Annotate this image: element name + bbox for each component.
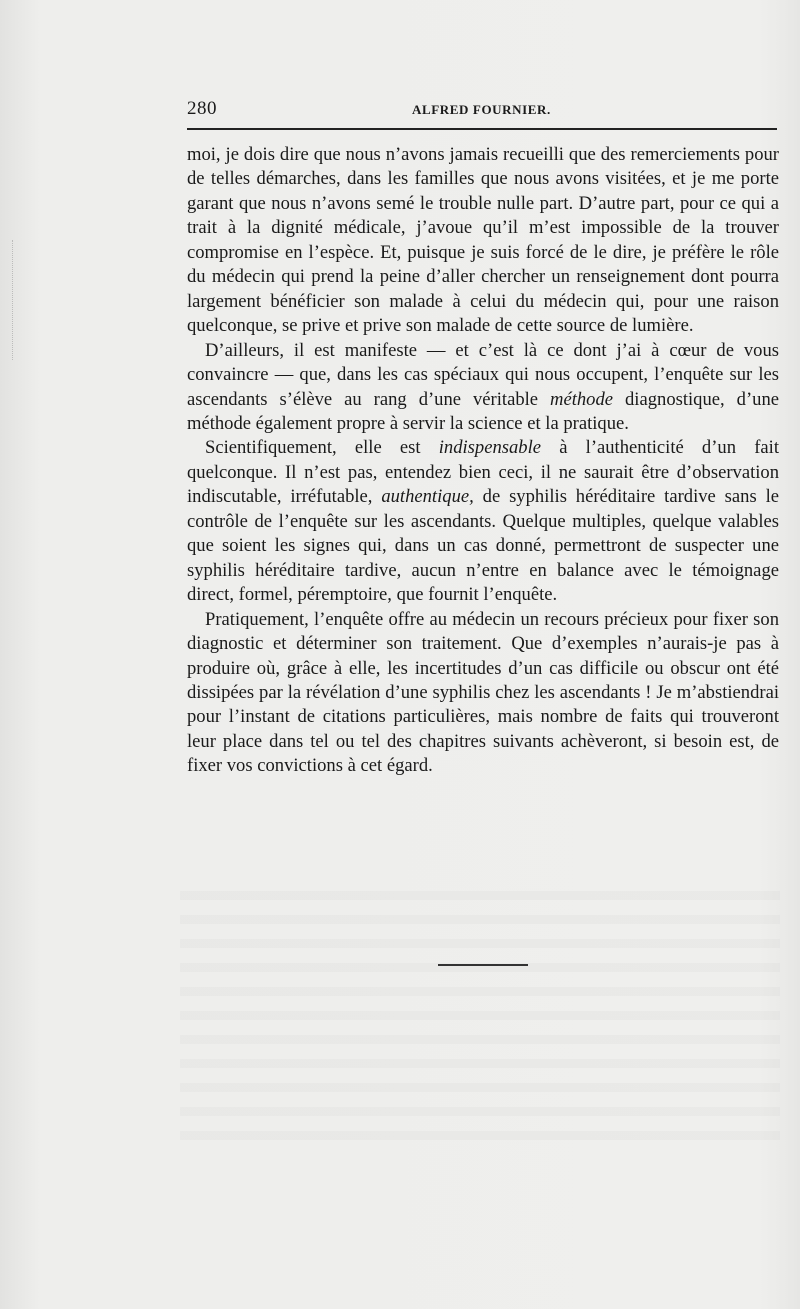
text-run: de syphilis héréditaire tardive sans le contrôle de l’enquête sur les ascendants. Quelque multiples, quelque valables que soient les signes qui, dans un cas donné, permettront de suspecter une syphilis héréditaire tardive, aucun n’entre en balance avec le témoignage direct, formel, péremptoire, que fournit l’enquête.: [187, 486, 779, 606]
bleed-through-shadow: [180, 880, 780, 1140]
paragraph-3: [187, 436, 779, 607]
running-title: ALFRED FOURNIER.: [412, 102, 551, 117]
text-run: moi, je dois dire que nous n’avons jamais recueilli que des remerciements pour de telles démarches, dans les familles que nous avons visitées, et je me porte garant que nous n’avons semé le trouble nulle part. D’autre part, pour ce qui a trait à la dignité médicale, j’avoue qu’il m’est impossible de la trouver compromise en l’espèce. Et, puisque je suis forcé de le dire, je préfère le rôle du médecin qui prend la peine d’aller chercher un renseignement dont pourra largement bénéficier son malade à celui du médecin qui, pour une raison quelconque, se prive et prive son malade de cette source de lumière.: [187, 144, 779, 337]
header-rule: [187, 128, 777, 130]
paragraph-2: [187, 339, 779, 437]
italic-emphasis: méthode: [550, 388, 614, 410]
text-run: Scientifiquement, elle est: [205, 437, 439, 459]
paragraph-1: [187, 143, 779, 339]
text-run: à l’authenticité d’un fait quelconque. Il n’est pas, entendez bien ceci, il ne saurait être d’observation indiscutable, irréfutable,: [187, 437, 779, 508]
text-run: Pratiquement, l’enquête offre au médecin un recours précieux pour fixer son diagnostic et déterminer son traitement. Que d’exemples n’aurais-je pas à produire où, grâce à elle, les incertitudes d’un cas difficile ou obscur ont été dissipées par la révélation d’une syphilis chez les ascendants ! Je m’abstiendrai pour l’instant de citations particulières, mais nombre de faits qui trouveront leur place dans tel ou tel des chapitres suivants achèveront, si besoin est, de fixer vos convictions à cet égard.: [187, 608, 779, 777]
text-run: diagnostique, d’une méthode également propre à servir la science et la pratique.: [187, 388, 779, 434]
margin-pencil-mark: [12, 240, 37, 360]
italic-emphasis: authentique,: [381, 486, 474, 508]
page-header: [187, 98, 777, 122]
italic-emphasis: indispensable: [438, 437, 542, 459]
page-number: 280: [187, 98, 217, 119]
body-text: [187, 143, 779, 779]
text-run: D’ailleurs, il est manifeste — et c’est là ce dont j’ai à cœur de vous convaincre — que, dans les cas spéciaux qui nous occupent, l’enquête sur les ascendants s’élève au rang d’une véritable: [187, 339, 779, 410]
paragraph-4: [187, 608, 779, 779]
section-end-rule: [438, 964, 528, 966]
